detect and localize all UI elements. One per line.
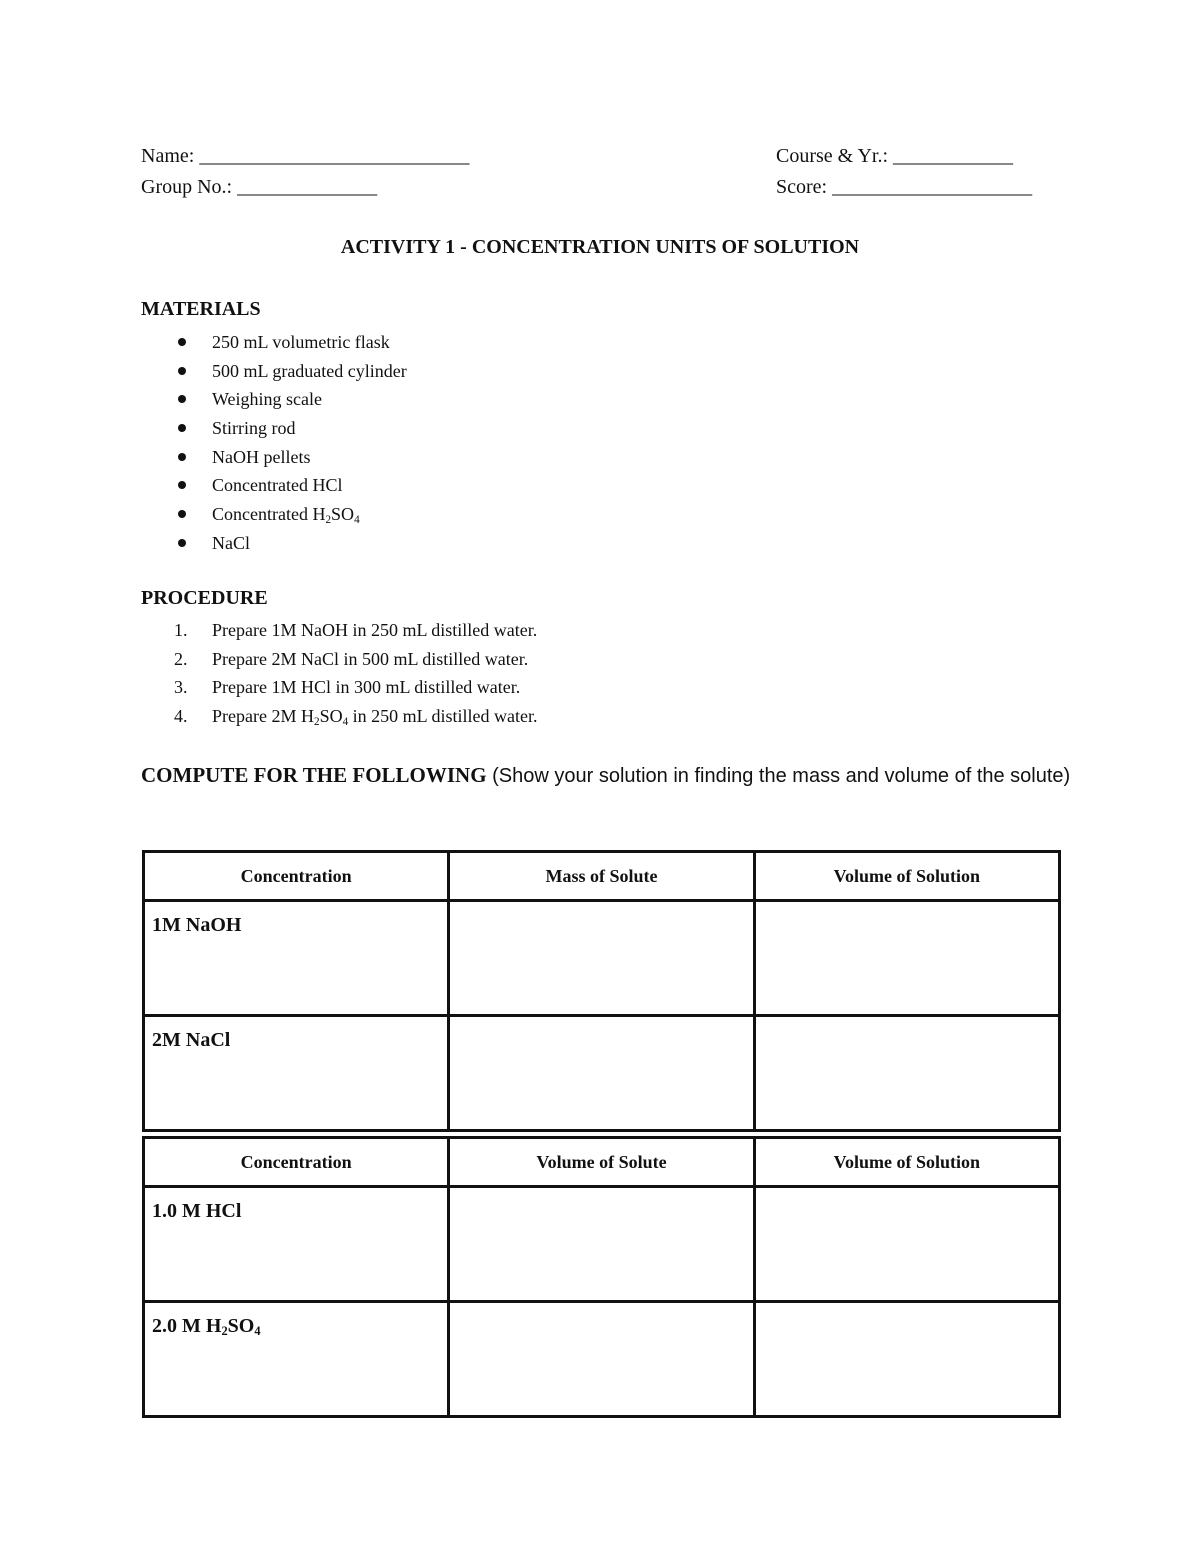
table-header-row xyxy=(144,1138,1060,1187)
compute-heading: COMPUTE FOR THE FOLLOWING xyxy=(141,763,487,787)
list-item: Weighing scale xyxy=(141,385,407,414)
answer-cell xyxy=(754,1187,1059,1302)
group-label: Group No.: xyxy=(141,176,233,198)
list-item: Concentrated HCl xyxy=(141,471,407,500)
name-blank: ___________________________ xyxy=(199,145,470,167)
course-blank: ____________ xyxy=(893,145,1014,167)
procedure-list xyxy=(141,616,537,731)
table-row xyxy=(144,1016,1060,1131)
bullet-icon xyxy=(178,367,186,375)
table-row xyxy=(144,1187,1060,1302)
volume-table xyxy=(142,1136,1061,1418)
answer-cell xyxy=(449,1016,754,1131)
bullet-icon xyxy=(178,539,186,547)
course-label: Course & Yr.: xyxy=(776,145,889,167)
materials-list xyxy=(141,328,407,558)
table-row xyxy=(144,901,1060,1016)
page-title: ACTIVITY 1 - CONCENTRATION UNITS OF SOLUTION xyxy=(340,236,860,258)
column-header: Concentration xyxy=(144,852,449,901)
list-item: 250 mL volumetric flask xyxy=(141,328,407,357)
answer-cell xyxy=(754,1016,1059,1131)
list-item: NaCl xyxy=(141,529,407,558)
answer-cell xyxy=(449,1187,754,1302)
score-label: Score: xyxy=(776,176,828,198)
group-blank: ______________ xyxy=(237,176,378,198)
score-field xyxy=(776,175,1032,199)
list-item: 500 mL graduated cylinder xyxy=(141,357,407,386)
name-label: Name: xyxy=(141,145,195,167)
row-label: 1.0 M HCl xyxy=(144,1187,449,1302)
bullet-icon xyxy=(178,510,186,518)
bullet-icon xyxy=(178,453,186,461)
procedure-heading: PROCEDURE xyxy=(141,587,268,609)
name-field xyxy=(141,144,469,168)
table-row xyxy=(144,1302,1060,1417)
row-label: 2.0 M $H_2SO_4$ xyxy=(144,1302,449,1417)
list-item: 1. Prepare 1M NaOH in 250 mL distilled water. xyxy=(174,620,538,640)
table-header-row xyxy=(144,852,1060,901)
course-field xyxy=(776,144,1013,168)
compute-note: (Show your solution in finding the mass and volume of the solute) xyxy=(486,765,1071,787)
list-item: 4. Prepare 2M $H_2SO_4$ in 250 mL distilled water. xyxy=(174,706,538,728)
group-field xyxy=(141,175,377,199)
answer-cell xyxy=(449,901,754,1016)
column-header: Volume of Solute xyxy=(449,1138,754,1187)
answer-cell xyxy=(449,1302,754,1417)
list-item: 2. Prepare 2M NaCl in 500 mL distilled water. xyxy=(174,648,529,669)
materials-heading: MATERIALS xyxy=(141,298,261,320)
bullet-icon xyxy=(178,395,186,403)
answer-cell xyxy=(754,901,1059,1016)
bullet-icon xyxy=(178,424,186,432)
bullet-icon xyxy=(178,481,186,489)
row-label: 2M NaCl xyxy=(144,1016,449,1131)
bullet-icon xyxy=(178,338,186,346)
column-header: Mass of Solute xyxy=(449,852,754,901)
score-blank: ____________________ xyxy=(832,176,1033,198)
list-item: 3. Prepare 1M HCl in 300 mL distilled water. xyxy=(174,677,521,698)
mass-table xyxy=(142,850,1061,1132)
answer-cell xyxy=(754,1302,1059,1417)
list-item: Concentrated $H_2SO_4$ xyxy=(141,500,407,529)
column-header: Volume of Solution xyxy=(754,1138,1059,1187)
list-item: Stirring rod xyxy=(141,414,407,443)
column-header: Concentration xyxy=(144,1138,449,1187)
compute-instructions xyxy=(141,760,1071,792)
column-header: Volume of Solution xyxy=(754,852,1059,901)
row-label: 1M NaOH xyxy=(144,901,449,1016)
list-item: NaOH pellets xyxy=(141,443,407,472)
